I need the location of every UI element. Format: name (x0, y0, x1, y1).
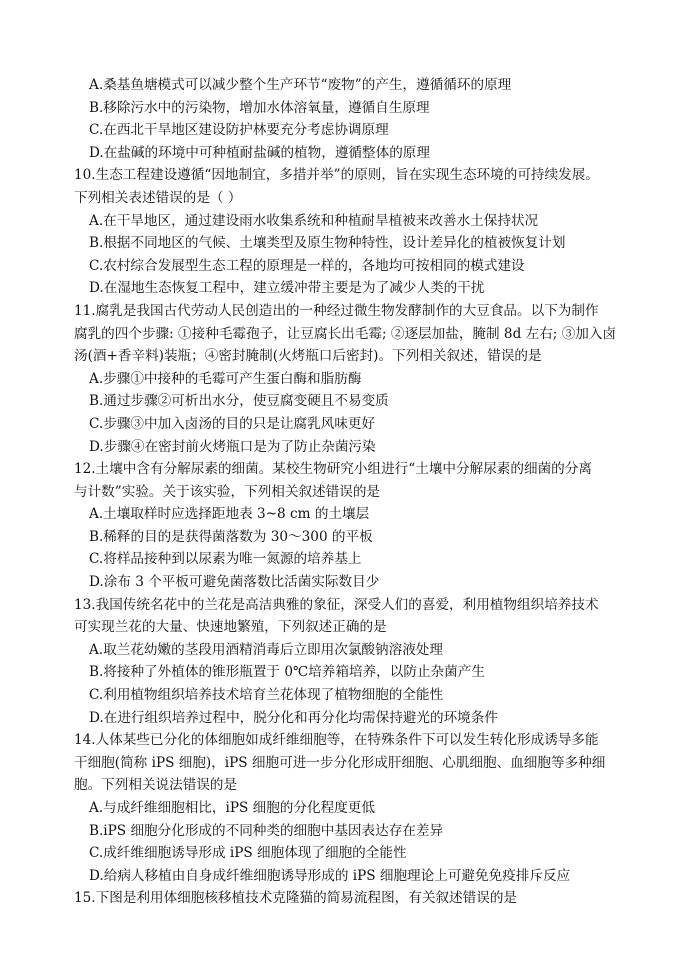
answer-option: A.桑基鱼塘模式可以减少整个生产环节“废物”的产生，遵循循环的原理 (89, 77, 512, 93)
question-stem: 13.我国传统名花中的兰花是高洁典雅的象征，深受人们的喜爱，利用植物组织培养技术 (74, 596, 599, 613)
answer-option: A.取兰花幼嫩的茎段用酒精消毒后立即用次氯酸钠溶液处理 (89, 641, 443, 658)
answer-option: A.与成纤维细胞相比，iPS 细胞的分化程度更低 (89, 800, 375, 816)
question-stem: 10.生态工程建设遵循“因地制宜，多措并举”的原则，旨在实现生态环境的可持续发展。 (74, 167, 599, 184)
question-stem-continued: 胞。下列相关说法错误的是 (74, 777, 238, 794)
answer-option: A.在干旱地区，通过建设雨水收集系统和种植耐旱植被来改善水土保持状况 (89, 212, 539, 229)
answer-option: B.稀释的目的是获得菌落数为 30～300 的平板 (89, 528, 373, 545)
question-stem: 14.人体某些已分化的体细胞如成纤维细胞等，在特殊条件下可以发生转化形成诱导多能 (74, 732, 599, 749)
answer-option: D.涂布 3 个平板可避免菌落数比活菌实际数目少 (89, 574, 380, 591)
question-stem-continued: 可实现兰花的大量、快速地繁殖，下列叙述正确的是 (74, 619, 387, 636)
answer-option: B.根据不同地区的气候、土壤类型及原生物种特性，设计差异化的植被恢复计划 (89, 235, 566, 252)
answer-option: C.农村综合发展型生态工程的原理是一样的，各地均可按相同的模式建设 (89, 257, 525, 274)
answer-option: B.将接种了外植体的锥形瓶置于 0℃培养箱培养，以防止杂菌产生 (89, 664, 485, 681)
answer-option: C.成纤维细胞诱导形成 iPS 细胞体现了细胞的全能性 (89, 845, 407, 862)
answer-option: C.在西北干旱地区建设防护林要充分考虑协调原理 (89, 122, 389, 139)
answer-option: D.在进行组织培养过程中，脱分化和再分化均需保持避光的环境条件 (89, 709, 498, 726)
question-stem: 15.下图是利用体细胞核移植技术克隆猫的简易流程图，有关叙述错误的是 (74, 890, 518, 907)
answer-option: A.步骤①中接种的毛霉可产生蛋白酶和脂肪酶 (89, 370, 362, 387)
question-stem: 12.土壤中含有分解尿素的细菌。某校生物研究小组进行“土壤中分解尿素的细菌的分离 (74, 461, 592, 478)
question-stem-continued: 下列相关表述错误的是（ ） (74, 189, 242, 206)
answer-option: D.在湿地生态恢复工程中，建立缓冲带主要是为了减少人类的干扰 (89, 280, 485, 297)
answer-option: B.iPS 细胞分化形成的不同种类的细胞中基因表达存在差异 (89, 822, 444, 839)
answer-option: B.通过步骤②可析出水分，使豆腐变硬且不易变质 (89, 393, 389, 410)
answer-option: C.步骤③中加入卤汤的目的只是让腐乳风味更好 (89, 415, 376, 432)
answer-option: C.将样品接种到以尿素为唯一氮源的培养基上 (89, 551, 362, 568)
question-stem: 11.腐乳是我国古代劳动人民创造出的一种经过微生物发酵制作的大豆食品。以下为制作 (74, 302, 599, 319)
answer-option: C.利用植物组织培养技术培育兰花体现了植物细胞的全能性 (89, 687, 444, 704)
question-stem-continued: 腐乳的四个步骤: ①接种毛霉孢子，让豆腐长出毛霉; ②逐层加盐，腌制 8d 左右; ③加入卤 (74, 325, 617, 342)
answer-option: A.土壤取样时应选择距地表 3~8 cm 的土壤层 (89, 506, 370, 523)
question-stem-continued: 干细胞(简称 iPS 细胞)，iPS 细胞可进一步分化形成肝细胞、心肌细胞、血细胞等多种细 (74, 754, 606, 771)
answer-option: D.在盐碱的环境中可种植耐盐碱的植物，遵循整体的原理 (89, 144, 430, 161)
answer-option: D.给病人移植由自身成纤维细胞诱导形成的 iPS 细胞理论上可避免免疫排斥反应 (89, 867, 571, 884)
answer-option: B.移除污水中的污染物，增加水体溶氧量，遵循自生原理 (89, 99, 430, 116)
question-stem-continued: 与计数”实验。关于该实验，下列相关叙述错误的是 (74, 483, 381, 500)
question-list (74, 74, 634, 910)
question-stem-continued: 汤(酒+香辛料)装瓶；④密封腌制(火烤瓶口后密封)。下列相关叙述，错误的是 (74, 348, 542, 365)
answer-option: D.步骤④在密封前火烤瓶口是为了防止杂菌污染 (89, 438, 376, 455)
